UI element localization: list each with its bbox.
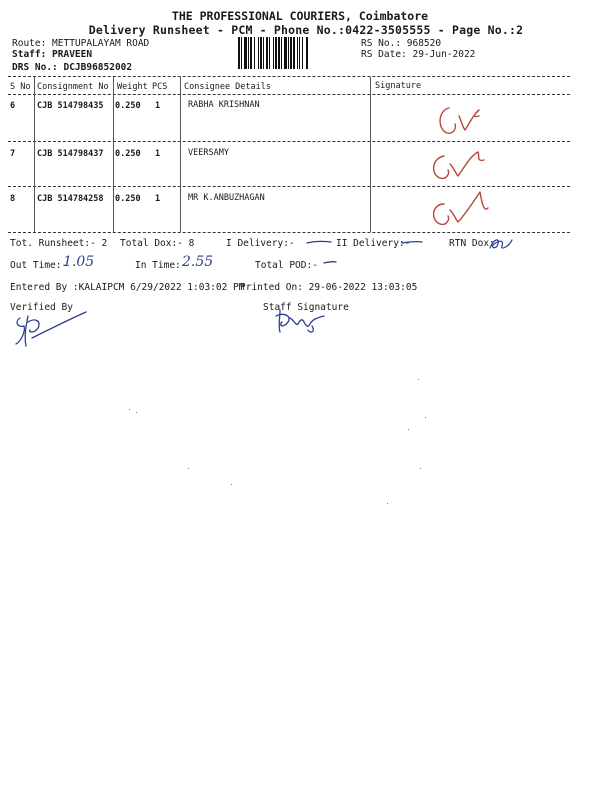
col-header-weight: Weight: [117, 82, 148, 92]
barcode-bar: [238, 37, 240, 69]
barcode-bar: [278, 37, 280, 69]
out-time-value: 1.05: [63, 254, 95, 270]
barcode-bar: [281, 37, 282, 69]
rtn-dox-label: RTN Dox:: [449, 238, 495, 249]
col-header-signature: Signature: [375, 81, 422, 91]
barcode-bar: [241, 37, 242, 69]
ii-delivery-label: II Delivery:-: [336, 238, 411, 249]
row-consignee: VEERSAMY: [188, 148, 229, 158]
row-weight: 0.250: [115, 149, 141, 159]
barcode-bar: [297, 37, 298, 69]
scan-speck: [129, 409, 130, 410]
barcode-bar: [244, 37, 247, 69]
i-delivery-label: I Delivery:-: [226, 238, 295, 249]
barcode-bar: [275, 37, 277, 69]
scan-speck: [418, 379, 419, 380]
rtn-dox-scribble: [486, 234, 516, 254]
table-header-rule: [8, 94, 570, 95]
table-bottom-rule: [8, 232, 570, 233]
printed-on: Printed On: 29-06-2022 13:03:05: [240, 282, 418, 293]
signature-scribble: [428, 190, 498, 230]
row-consignment-no: CJB 514798437: [37, 149, 104, 159]
row-consignee: MR K.ANBUZHAGAN: [188, 193, 265, 203]
runsheet-title: Delivery Runsheet - PCM - Phone No.:0422-3505555 - Page No.:2: [88, 23, 524, 37]
barcode-bar: [263, 37, 264, 69]
col-header-consignee: Consignee Details: [184, 82, 271, 92]
barcode-bar: [293, 37, 295, 69]
staff-label: Staff: PRAVEEN: [12, 49, 93, 60]
verified-by-label: Verified By: [10, 302, 73, 313]
signature-scribble: [435, 102, 495, 138]
barcode-bar: [302, 37, 303, 69]
signature-scribble: [428, 146, 498, 182]
in-time-value: 2.55: [182, 254, 214, 270]
barcode-bar: [250, 37, 252, 69]
barcode-bar: [288, 37, 289, 69]
row-pcs: 1: [155, 101, 161, 111]
table-top-rule: [8, 76, 570, 77]
column-divider: [180, 77, 181, 232]
handwritten-dash: [322, 258, 338, 268]
row-weight: 0.250: [115, 101, 141, 111]
staff-signature: [274, 306, 330, 336]
barcode-bar: [306, 37, 308, 69]
total-dox: Total Dox:- 8: [120, 238, 195, 249]
verified-signature: [12, 308, 92, 350]
col-header-sno: S No: [10, 82, 31, 92]
row-sno: 8: [10, 194, 16, 204]
tot-runsheet: Tot. Runsheet:- 2: [10, 238, 108, 249]
barcode-bar: [299, 37, 300, 69]
drs-number: DRS No.: DCJB96852002: [12, 62, 133, 73]
row-sno: 6: [10, 101, 16, 111]
handwritten-dash: [400, 238, 424, 248]
barcode-bar: [269, 37, 270, 69]
out-time-label: Out Time:-: [10, 260, 68, 271]
row-sno: 7: [10, 149, 16, 159]
handwritten-dash: [305, 238, 333, 248]
rs-date: RS Date: 29-Jun-2022: [361, 49, 476, 60]
scan-speck: [408, 429, 409, 430]
barcode-bar: [258, 37, 259, 69]
barcode-bar: [254, 37, 255, 69]
col-header-consignment: Consignment No: [37, 82, 109, 92]
scan-speck: [136, 412, 137, 413]
scan-speck: [231, 484, 232, 485]
barcode-bar: [248, 37, 249, 69]
route-label: Route: METTUPALAYAM ROAD: [12, 38, 150, 49]
row-pcs: 1: [155, 149, 161, 159]
row-pcs: 1: [155, 194, 161, 204]
row-weight: 0.250: [115, 194, 141, 204]
row-consignment-no: CJB 514784258: [37, 194, 104, 204]
rs-number: RS No.: 968520: [361, 38, 442, 49]
barcode-bar: [273, 37, 274, 69]
entered-by: Entered By :KALAIPCM 6/29/2022 1:03:02 PM: [10, 282, 245, 293]
column-divider: [113, 77, 114, 232]
total-pod-label: Total POD:-: [255, 260, 318, 271]
barcode-bar: [284, 37, 287, 69]
barcode: [238, 37, 348, 69]
barcode-bar: [266, 37, 268, 69]
scan-speck: [420, 468, 421, 469]
staff-signature-label: Staff Signature: [263, 302, 349, 313]
col-header-pcs: PCS: [152, 82, 168, 92]
company-name: THE PROFESSIONAL COURIERS, Coimbatore: [171, 9, 429, 23]
scan-speck: [387, 503, 388, 504]
row-divider: [8, 186, 570, 187]
barcode-bar: [260, 37, 262, 69]
scan-speck: [188, 468, 189, 469]
barcode-bar: [290, 37, 292, 69]
row-consignment-no: CJB 514798435: [37, 101, 104, 111]
row-consignee: RABHA KRISHNAN: [188, 100, 260, 110]
scan-speck: [425, 417, 426, 418]
in-time-label: In Time:-: [135, 260, 187, 271]
column-divider: [370, 77, 371, 232]
column-divider: [34, 77, 35, 232]
row-divider: [8, 141, 570, 142]
